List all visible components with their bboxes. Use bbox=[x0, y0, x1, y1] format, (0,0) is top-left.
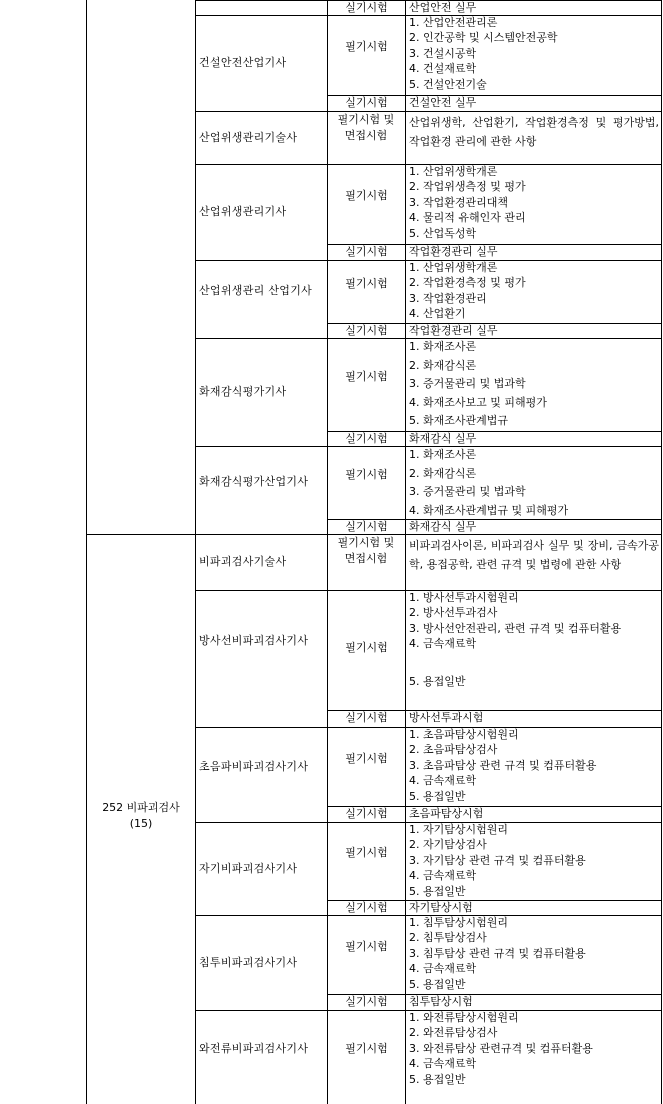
subject-line: 3. 증거물관리 및 법과학 bbox=[409, 485, 526, 498]
exam-name: 화재감식평가기사 bbox=[199, 385, 287, 398]
exam-type: 실기시험 bbox=[345, 324, 388, 337]
exam-subjects bbox=[409, 164, 659, 241]
exam-type: 필기시험 bbox=[345, 846, 388, 859]
subject-line: 4. 건설재료학 bbox=[409, 62, 477, 76]
subject-line: 3. 작업환경관리 bbox=[409, 291, 487, 305]
subject-line: 1. 산업안전관리론 bbox=[409, 16, 498, 29]
subject-line: 2. 작업위생측정 및 평가 bbox=[409, 180, 526, 194]
exam-subjects bbox=[409, 95, 659, 110]
subject-line: 화재감식 실무 bbox=[409, 432, 477, 445]
exam-subjects bbox=[409, 431, 659, 446]
subject-line: 5. 산업독성학 bbox=[409, 226, 477, 240]
exam-name: 자기비파괴검사기사 bbox=[199, 861, 298, 875]
subject-line: 방사선투과시험 bbox=[409, 711, 484, 724]
subject-line: 4. 산업환기 bbox=[409, 307, 466, 321]
exam-subjects bbox=[409, 994, 659, 1009]
exam-name: 초음파비파괴검사기사 bbox=[199, 759, 309, 773]
subject-line: 5. 용접일반 bbox=[409, 789, 466, 803]
exam-type: 필기시험 bbox=[345, 276, 388, 290]
subject-line: 5. 용접일반 bbox=[409, 884, 466, 898]
subject-line: 1. 초음파탐상시험원리 bbox=[409, 728, 519, 741]
subject-line: 2. 와전류탐상검사 bbox=[409, 1026, 498, 1040]
subject-line: 5. 용접일반 bbox=[409, 1072, 466, 1086]
subject-line: 2. 작업환경측정 및 평가 bbox=[409, 276, 526, 290]
exam-type: 필기시험 bbox=[345, 40, 388, 53]
exam-type: 실기시험 bbox=[345, 807, 388, 820]
subject-line: 1. 침투탐상시험원리 bbox=[409, 916, 508, 929]
subject-line: 5. 용접일반 bbox=[409, 674, 466, 688]
subject-line bbox=[409, 652, 659, 674]
subject-line: 2. 화재감식론 bbox=[409, 358, 477, 372]
subject-line: 4. 금속재료학 bbox=[409, 1057, 477, 1071]
subject-line: 4. 물리적 유해인자 관리 bbox=[409, 211, 526, 225]
exam-name: 침투비파괴검사기사 bbox=[199, 955, 298, 969]
exam-subjects bbox=[409, 822, 659, 899]
exam-name: 화재감식평가산업기사 bbox=[199, 475, 309, 488]
subject-line: 3. 작업환경관리대책 bbox=[409, 195, 508, 209]
exam-subjects bbox=[409, 536, 659, 574]
exam-type: 필기시험 bbox=[345, 751, 388, 765]
subject-line: 2. 화재감식론 bbox=[409, 466, 477, 480]
exam-subjects bbox=[409, 113, 659, 151]
category-count: (15) bbox=[129, 817, 153, 830]
exam-name: 산업위생관리 산업기사 bbox=[199, 284, 313, 297]
exam-type: 실기시험 bbox=[345, 1, 388, 14]
row-divider bbox=[195, 111, 662, 112]
exam-subjects bbox=[409, 323, 659, 338]
subject-line: 1. 화재조사론 bbox=[409, 448, 477, 461]
exam-name: 와전류비파괴검사기사 bbox=[199, 1042, 309, 1055]
subject-line: 건설안전 실무 bbox=[409, 96, 477, 109]
subject-line: 2. 초음파탐상검사 bbox=[409, 743, 498, 757]
subject-line: 작업환경관리 실무 bbox=[409, 245, 498, 258]
subject-line: 1. 자기탐상시험원리 bbox=[409, 823, 508, 836]
exam-type: 필기시험 bbox=[345, 189, 388, 202]
subject-line: 4. 금속재료학 bbox=[409, 637, 477, 651]
subject-line: 3. 방사선안전관리, 관련 규격 및 컴퓨터활용 bbox=[409, 621, 622, 635]
exam-type: 필기시험 bbox=[345, 939, 388, 953]
exam-name: 산업위생관리기사 bbox=[199, 205, 287, 218]
subject-text: 비파괴검사이론, 비파괴검사 실무 및 장비, 금속가공학, 용접공학, 관련 규격 및 법령에 관한 사항 bbox=[409, 539, 659, 571]
subject-line: 침투탐상시험 bbox=[409, 995, 473, 1008]
exam-type: 필기시험 bbox=[345, 467, 388, 481]
exam-type: 필기시험 bbox=[345, 641, 388, 654]
subject-line: 3. 와전류탐상 관련규격 및 컴퓨터활용 bbox=[409, 1041, 593, 1055]
exam-subjects bbox=[409, 0, 659, 15]
exam-subjects bbox=[409, 727, 659, 804]
subject-line: 3. 초음파탐상 관련 규격 및 컴퓨터활용 bbox=[409, 758, 597, 772]
exam-type: 필기시험 및 면접시험 bbox=[337, 113, 395, 142]
exam-type: 실기시험 bbox=[345, 711, 388, 724]
subject-line: 초음파탐상시험 bbox=[409, 807, 484, 820]
exam-subjects bbox=[409, 590, 659, 689]
exam-type: 필기시험 bbox=[345, 369, 388, 383]
subject-line: 산업안전 실무 bbox=[409, 1, 477, 14]
subject-line: 작업환경관리 실무 bbox=[409, 324, 498, 337]
subject-line: 4. 화재조사관계법규 및 피해평가 bbox=[409, 503, 569, 517]
exam-subjects bbox=[409, 519, 659, 534]
subject-line: 1. 와전류탐상시험원리 bbox=[409, 1011, 519, 1024]
subject-line: 3. 침투탐상 관련 규격 및 컴퓨터활용 bbox=[409, 946, 586, 960]
exam-subjects bbox=[409, 338, 659, 431]
exam-subjects bbox=[409, 446, 659, 520]
subject-line: 2. 방사선투과검사 bbox=[409, 606, 498, 620]
exam-type: 실기시험 bbox=[345, 245, 388, 258]
exam-subjects bbox=[409, 806, 659, 821]
exam-type: 실기시험 bbox=[345, 432, 388, 445]
subject-line: 5. 용접일반 bbox=[409, 977, 466, 991]
exam-type: 필기시험 bbox=[345, 1042, 388, 1055]
table-border bbox=[86, 0, 87, 1104]
subject-line: 2. 인간공학 및 시스템안전공학 bbox=[409, 31, 558, 45]
subject-line: 1. 화재조사론 bbox=[409, 340, 477, 353]
exam-subjects bbox=[409, 15, 659, 92]
subject-line: 4. 금속재료학 bbox=[409, 869, 477, 883]
subject-line: 1. 산업위생학개론 bbox=[409, 165, 498, 178]
subject-line: 4. 화재조사보고 및 피해평가 bbox=[409, 395, 547, 409]
subject-text: 산업위생학, 산업환기, 작업환경측정 및 평가방법, 작업환경 관리에 관한 사항 bbox=[409, 116, 659, 148]
subject-line: 자기탐상시험 bbox=[409, 901, 473, 914]
exam-type: 실기시험 bbox=[345, 520, 388, 533]
exam-type: 실기시험 bbox=[345, 995, 388, 1008]
exam-name: 산업위생관리기술사 bbox=[199, 130, 298, 144]
subject-line: 화재감식 실무 bbox=[409, 520, 477, 533]
category-code: 252 비파괴검사 bbox=[102, 801, 180, 814]
exam-subjects bbox=[409, 710, 659, 725]
exam-subjects bbox=[409, 1010, 659, 1087]
subject-line: 5. 화재조사관계법규 bbox=[409, 414, 508, 427]
table-border bbox=[405, 0, 406, 1104]
subject-line: 3. 자기탐상 관련 규격 및 컴퓨터활용 bbox=[409, 853, 586, 867]
subject-line: 1. 산업위생학개론 bbox=[409, 261, 498, 274]
exam-subjects bbox=[409, 244, 659, 259]
subject-line: 3. 건설시공학 bbox=[409, 46, 477, 60]
exam-subjects bbox=[409, 915, 659, 992]
exam-type: 필기시험 및 면접시험 bbox=[337, 536, 395, 565]
exam-subjects bbox=[409, 900, 659, 915]
subject-line: 4. 금속재료학 bbox=[409, 774, 477, 788]
subject-line: 1. 방사선투과시험원리 bbox=[409, 591, 519, 604]
exam-name: 방사선비파괴검사기사 bbox=[199, 633, 309, 647]
category-cell bbox=[87, 800, 195, 832]
exam-name: 건설안전산업기사 bbox=[199, 56, 287, 69]
table-border bbox=[661, 0, 662, 1104]
subject-line: 4. 금속재료학 bbox=[409, 962, 477, 976]
subject-line: 3. 증거물관리 및 법과학 bbox=[409, 377, 526, 390]
subject-line: 2. 침투탐상검사 bbox=[409, 931, 487, 945]
subject-line: 2. 자기탐상검사 bbox=[409, 838, 487, 852]
exam-subjects bbox=[409, 260, 659, 322]
subject-line: 5. 건설안전기술 bbox=[409, 77, 487, 91]
exam-type: 실기시험 bbox=[345, 901, 388, 914]
exam-name: 비파괴검사기술사 bbox=[199, 555, 287, 568]
table-border bbox=[195, 0, 196, 1104]
exam-type: 실기시험 bbox=[345, 96, 388, 109]
